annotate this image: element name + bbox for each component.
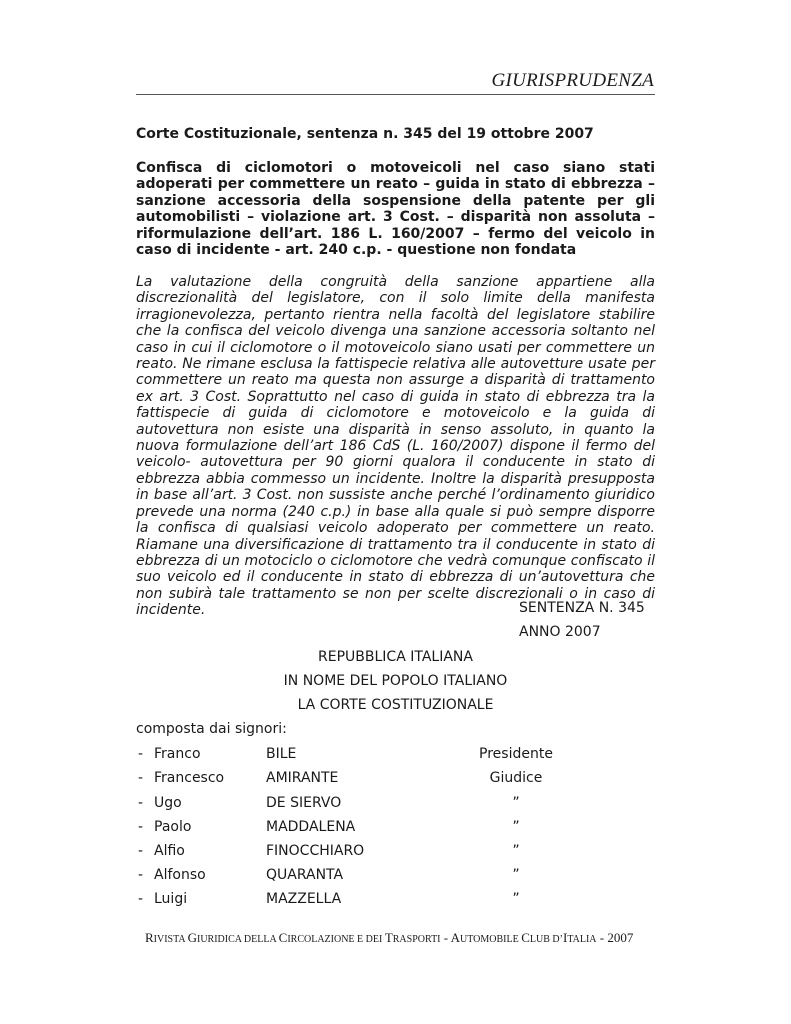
judge-row <box>136 746 656 764</box>
judge-row <box>136 843 656 861</box>
judge-last-name: BILE <box>266 746 297 762</box>
judge-last-name: FINOCCHIARO <box>266 843 365 859</box>
judge-row <box>136 770 656 788</box>
judge-first-name: Paolo <box>154 819 192 835</box>
judge-role: ” <box>512 843 520 859</box>
judge-role: ” <box>512 819 520 835</box>
judge-first-name: Alfio <box>154 843 185 859</box>
sentenza-year: ANNO 2007 <box>519 624 601 640</box>
judge-role: ” <box>512 867 520 883</box>
judge-dash: - <box>138 795 144 811</box>
judge-row <box>136 867 656 885</box>
judge-first-name: Franco <box>154 746 201 762</box>
judge-dash: - <box>138 746 144 762</box>
judge-role: ” <box>512 795 520 811</box>
section-header: GIURISPRUDENZA <box>491 70 654 91</box>
sentenza-number: SENTENZA N. 345 <box>519 600 645 616</box>
judge-last-name: DE SIERVO <box>266 795 342 811</box>
judge-last-name: QUARANTA <box>266 867 344 883</box>
judge-first-name: Luigi <box>154 891 188 907</box>
judge-dash: - <box>138 891 144 907</box>
composed-by-label: composta dai signori: <box>136 721 287 737</box>
judge-role: Giudice <box>489 770 543 786</box>
judge-first-name: Alfonso <box>154 867 206 883</box>
judge-dash: - <box>138 770 144 786</box>
judge-dash: - <box>138 819 144 835</box>
judge-role: ” <box>512 891 520 907</box>
judge-row <box>136 891 656 909</box>
summary-paragraph: La valutazione della congruità della sanzione appartiene alla discrezionalità del legislatore, con il solo limite della manifesta irragionevolezza, pertanto rientra nella facoltà del legislatore stabilire che la confisca del veicolo divenga una sanzione accessoria soltanto nel caso in cui il ciclomotore o il motoveicolo siano usati per commettere un reato. Ne rimane esclusa la fattispecie relativa alle autovetture usate per commettere un reato ma questa non assurge a disparità di trattamento ex art. 3 Cost. Soprattutto nel caso di guida in stato di ebbrezza tra la fattispecie di guida di ciclomotore e motoveicolo e la guida di autovettura non esiste una disparità in senso assoluto, in quanto la nuova formulazione dell’art 186 CdS (L. 160/2007) dispone il fermo del veicolo- autovettura per 90 giorni qualora il conducente in stato di ebbrezza abbia commesso un incidente. Inoltre la disparità presupposta in base all’art. 3 Cost. non sussiste anche perché l’ordinamento giuridico prevede una norma (240 c.p.) in base alla quale si può sempre disporre la confisca di qualsiasi veicolo adoperato per commettere un reato. Riamane una diversificazione di trattamento tra il conducente in stato di ebbrezza di un motociclo o ciclomotore che vedrà comunque confiscato il suo veicolo ed il conducente in stato di ebbrezza di un’autovettura che non subirà tale trattamento se non per scelte discrezionali o in caso di incidente. <box>136 274 655 619</box>
heading-court: LA CORTE COSTITUZIONALE <box>297 697 494 713</box>
judge-dash: - <box>138 867 144 883</box>
heading-republic: REPUBBLICA ITALIANA <box>318 649 473 665</box>
judge-last-name: AMIRANTE <box>266 770 339 786</box>
judge-last-name: MAZZELLA <box>266 891 342 907</box>
judge-row <box>136 795 656 813</box>
judge-last-name: MADDALENA <box>266 819 356 835</box>
judge-role: Presidente <box>479 746 553 762</box>
subject-keywords: Confisca di ciclomotori o motoveicoli nel caso siano stati adoperati per commettere un reato – guida in stato di ebbrezza – sanzione accessoria della sospensione della patente per gli automobilisti – violazione art. 3 Cost. – disparità non assoluta – riformulazione dell’art. 186 L. 160/2007 – fermo del veicolo in caso di incidente - art. 240 c.p. - questione non fondata <box>136 160 655 259</box>
header-divider <box>136 94 655 95</box>
judge-dash: - <box>138 843 144 859</box>
judge-row <box>136 819 656 837</box>
judge-first-name: Francesco <box>154 770 225 786</box>
page-footer: RIVISTA GIURIDICA DELLA CIRCOLAZIONE E DEI TRASPORTI - AUTOMOBILE CLUB D’ITALIA - 2007 <box>145 930 634 945</box>
judge-first-name: Ugo <box>154 795 182 811</box>
document-title: Corte Costituzionale, sentenza n. 345 del 19 ottobre 2007 <box>136 126 594 142</box>
heading-people: IN NOME DEL POPOLO ITALIANO <box>283 673 508 689</box>
